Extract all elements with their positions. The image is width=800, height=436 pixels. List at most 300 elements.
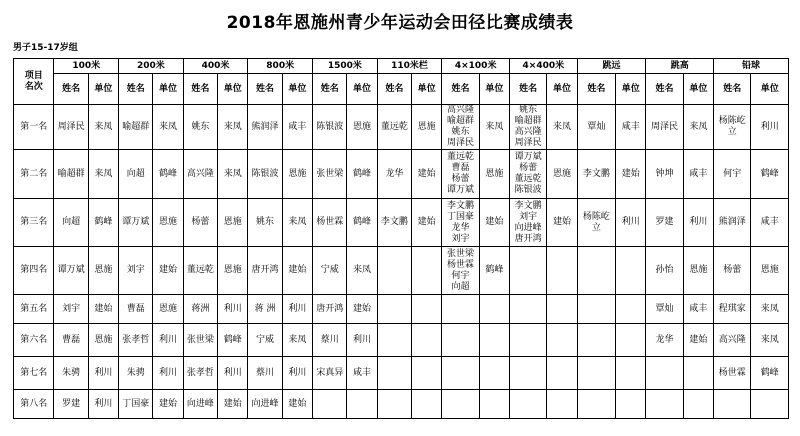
cell-line: 来凤	[94, 168, 113, 179]
cell-line: 龙华	[385, 168, 404, 179]
cell-line: 利川	[288, 303, 307, 314]
unit-cell	[412, 150, 442, 199]
cell-line: 杨蕾	[723, 265, 742, 275]
athlete-name-cell	[313, 247, 347, 295]
unit-cell	[751, 199, 789, 247]
unit-cell	[683, 357, 713, 390]
cell-line: 姚东	[191, 121, 210, 132]
athlete-name-cell	[248, 150, 282, 199]
unit-cell	[547, 247, 577, 295]
unit-cell	[547, 324, 577, 357]
cell-line: 覃灿	[655, 303, 674, 314]
cell-line: 恩施	[689, 265, 708, 275]
athlete-name-cell	[313, 324, 347, 357]
unit-cell	[616, 357, 646, 390]
athlete-name-cell	[119, 150, 153, 199]
name-column-header: 姓名	[377, 74, 411, 105]
cell-line: 覃灿	[587, 121, 606, 132]
unit-cell	[479, 390, 509, 419]
unit-cell	[88, 295, 118, 324]
cell-line: 孙怡	[655, 265, 674, 275]
athlete-name-cell	[510, 199, 547, 247]
athlete-name-cell	[54, 324, 88, 357]
cell-line: 熊润泽	[718, 217, 746, 227]
cell-line: 蒋洲	[191, 303, 210, 314]
rank-cell: 第三名	[14, 199, 54, 247]
unit-column-header: 单位	[479, 74, 509, 105]
athlete-name-cell	[577, 324, 615, 357]
unit-cell	[153, 324, 183, 357]
table-row	[14, 324, 789, 357]
results-table	[13, 58, 789, 419]
athlete-name-cell	[510, 150, 547, 199]
cell-line: 何宇	[451, 270, 470, 281]
unit-cell	[751, 324, 789, 357]
cell-line: 李文鹏	[514, 200, 542, 211]
cell-line: 向超	[126, 168, 145, 179]
athlete-name-cell	[377, 247, 411, 295]
athlete-name-cell	[313, 199, 347, 247]
cell-line: 高兴隆	[447, 105, 475, 115]
cell-line: 何宇	[723, 168, 742, 179]
rank-cell: 第四名	[14, 247, 54, 295]
athlete-name-cell	[54, 357, 88, 390]
unit-column-header: 单位	[547, 74, 577, 105]
cell-line: 建始	[159, 265, 178, 275]
unit-cell	[479, 324, 509, 357]
cell-line: 喻超群	[122, 121, 150, 132]
unit-cell	[153, 150, 183, 199]
event-header: 200米	[119, 59, 184, 74]
athlete-name-cell	[714, 247, 751, 295]
cell-line: 杨世霖	[718, 367, 746, 378]
unit-cell	[218, 390, 248, 419]
cell-line: 杨蕾	[519, 163, 538, 173]
athlete-name-cell	[54, 150, 88, 199]
unit-cell	[479, 150, 509, 199]
unit-cell	[683, 390, 713, 419]
cell-line: 喻超群	[447, 116, 475, 126]
cell-line: 龙华	[655, 334, 674, 345]
cell-line: 建始	[223, 398, 242, 409]
athlete-name-cell	[442, 105, 479, 150]
cell-line: 喻超群	[514, 116, 542, 126]
athlete-name-cell	[54, 247, 88, 295]
cell-line: 恩施	[288, 168, 307, 179]
cell-line: 利川	[159, 334, 178, 345]
athlete-name-cell	[714, 390, 751, 419]
cell-line: 姚东	[451, 127, 470, 137]
cell-line: 陈银波	[251, 168, 279, 179]
athlete-name-cell	[510, 390, 547, 419]
unit-cell	[88, 199, 118, 247]
cell-line: 刘宇	[126, 265, 145, 275]
cell-line: 利川	[760, 121, 779, 132]
cell-line: 建始	[485, 217, 504, 227]
athlete-name-cell	[248, 390, 282, 419]
rank-cell: 第一名	[14, 105, 54, 150]
cell-line: 恩施	[353, 121, 372, 132]
table-row	[14, 295, 789, 324]
event-header: 铅球	[714, 59, 789, 74]
cell-line: 唐开鸿	[514, 233, 542, 244]
athlete-name-cell	[248, 295, 282, 324]
cell-line: 利川	[159, 367, 178, 378]
unit-cell	[751, 390, 789, 419]
cell-line: 唐开鸿	[251, 265, 279, 275]
cell-line: 谭万斌	[57, 265, 85, 275]
unit-cell	[616, 199, 646, 247]
cell-line: 咸丰	[353, 367, 372, 378]
unit-cell	[218, 295, 248, 324]
unit-cell	[218, 105, 248, 150]
unit-cell	[412, 390, 442, 419]
cell-line: 张孝哲	[122, 334, 150, 345]
cell-line: 蒋 洲	[254, 303, 276, 314]
unit-cell	[282, 105, 312, 150]
athlete-name-cell	[442, 199, 479, 247]
cell-line: 高兴隆	[186, 168, 214, 179]
unit-cell	[683, 105, 713, 150]
cell-line: 李文鹏	[447, 200, 475, 211]
cell-line: 建始	[288, 398, 307, 409]
athlete-name-cell	[377, 324, 411, 357]
cell-line: 来凤	[288, 334, 307, 345]
table-row	[14, 105, 789, 150]
unit-cell	[282, 390, 312, 419]
athlete-name-cell	[313, 390, 347, 419]
cell-line: 咸丰	[621, 121, 640, 132]
cell-line: 周泽民	[447, 138, 475, 148]
athlete-name-cell	[442, 295, 479, 324]
athlete-name-cell	[248, 247, 282, 295]
unit-cell	[282, 199, 312, 247]
athlete-name-cell	[183, 357, 217, 390]
event-header: 100米	[54, 59, 119, 74]
cell-line: 谭万斌	[514, 152, 542, 162]
cell-line: 宁威	[320, 265, 339, 275]
cell-line: 熊润泽	[251, 121, 279, 132]
athlete-name-cell	[646, 390, 683, 419]
athlete-name-cell	[577, 295, 615, 324]
unit-cell	[751, 105, 789, 150]
cell-line: 杨陈屹	[582, 211, 610, 222]
name-column-header: 姓名	[183, 74, 217, 105]
corner-top-label: 项目	[24, 70, 43, 81]
unit-cell	[683, 199, 713, 247]
athlete-name-cell	[54, 295, 88, 324]
cell-line: 朱骋	[62, 367, 81, 378]
unit-cell	[683, 247, 713, 295]
unit-cell	[218, 324, 248, 357]
cell-line: 姚东	[256, 217, 275, 227]
unit-cell	[347, 357, 377, 390]
unit-cell	[282, 324, 312, 357]
athlete-name-cell	[377, 357, 411, 390]
cell-line: 来凤	[760, 334, 779, 345]
athlete-name-cell	[313, 105, 347, 150]
cell-line: 来凤	[223, 168, 242, 179]
unit-cell	[88, 105, 118, 150]
athlete-name-cell	[313, 150, 347, 199]
unit-column-header: 单位	[412, 74, 442, 105]
athlete-name-cell	[183, 247, 217, 295]
event-header: 4×100米	[442, 59, 510, 74]
cell-line: 恩施	[760, 265, 779, 275]
cell-line: 龙华	[451, 222, 470, 233]
cell-line: 李文鹏	[380, 217, 408, 227]
subheader-row	[14, 74, 789, 105]
athlete-name-cell	[313, 357, 347, 390]
table-row	[14, 390, 789, 419]
athlete-name-cell	[248, 324, 282, 357]
cell-line: 董远乾	[514, 174, 542, 184]
cell-line: 鹤峰	[94, 217, 113, 227]
cell-line: 来凤	[288, 217, 307, 227]
athlete-name-cell	[377, 199, 411, 247]
cell-line: 恩施	[417, 121, 436, 132]
athlete-name-cell	[577, 105, 615, 150]
cell-line: 鹤峰	[760, 367, 779, 378]
cell-line: 恩施	[553, 168, 572, 179]
unit-cell	[282, 150, 312, 199]
name-column-header: 姓名	[646, 74, 683, 105]
cell-line: 来凤	[223, 121, 242, 132]
unit-cell	[751, 247, 789, 295]
unit-cell	[751, 295, 789, 324]
cell-line: 鹤峰	[223, 334, 242, 345]
athlete-name-cell	[119, 295, 153, 324]
cell-line: 喻超群	[57, 168, 85, 179]
unit-cell	[547, 295, 577, 324]
cell-line: 张世梁	[447, 248, 475, 259]
unit-cell	[616, 105, 646, 150]
cell-line: 恩施	[223, 265, 242, 275]
cell-line: 朱骋	[126, 367, 145, 378]
athlete-name-cell	[442, 324, 479, 357]
name-column-header: 姓名	[510, 74, 547, 105]
event-header: 4×400米	[510, 59, 578, 74]
unit-cell	[616, 324, 646, 357]
athlete-name-cell	[248, 357, 282, 390]
cell-line: 张世梁	[186, 334, 214, 345]
athlete-name-cell	[714, 150, 751, 199]
cell-line: 向进峰	[514, 222, 542, 233]
athlete-name-cell	[510, 295, 547, 324]
athlete-name-cell	[510, 324, 547, 357]
event-header: 400米	[183, 59, 248, 74]
athlete-name-cell	[248, 105, 282, 150]
unit-column-header: 单位	[751, 74, 789, 105]
cell-line: 张孝哲	[186, 367, 214, 378]
event-header: 110米栏	[377, 59, 442, 74]
athlete-name-cell	[577, 150, 615, 199]
athlete-name-cell	[54, 105, 88, 150]
rank-cell: 第八名	[14, 390, 54, 419]
unit-cell	[88, 390, 118, 419]
unit-cell	[282, 295, 312, 324]
cell-line: 陈银波	[316, 121, 344, 132]
unit-cell	[479, 295, 509, 324]
athlete-name-cell	[119, 357, 153, 390]
cell-line: 杨蕾	[451, 174, 470, 184]
cell-line: 咸丰	[689, 168, 708, 179]
group-label: 男子15-17岁组	[13, 43, 78, 53]
rank-cell: 第五名	[14, 295, 54, 324]
unit-column-header: 单位	[153, 74, 183, 105]
athlete-name-cell	[714, 295, 751, 324]
cell-line: 来凤	[159, 121, 178, 132]
cell-line: 恩施	[159, 303, 178, 314]
cell-line: 董远乾	[380, 121, 408, 132]
athlete-name-cell	[183, 199, 217, 247]
page-title: 2018年恩施州青少年运动会田径比赛成绩表	[226, 13, 574, 33]
cell-line: 鹤峰	[353, 217, 372, 227]
cell-line: 张世梁	[316, 168, 344, 179]
cell-line: 建始	[159, 398, 178, 409]
cell-line: 唐开鸿	[316, 303, 344, 314]
athlete-name-cell	[183, 324, 217, 357]
event-header-row	[14, 59, 789, 74]
corner-header	[14, 59, 54, 105]
unit-cell	[282, 247, 312, 295]
name-column-header: 姓名	[248, 74, 282, 105]
name-column-header: 姓名	[442, 74, 479, 105]
athlete-name-cell	[119, 390, 153, 419]
name-column-header: 姓名	[54, 74, 88, 105]
unit-column-header: 单位	[347, 74, 377, 105]
cell-line: 建始	[689, 334, 708, 345]
unit-cell	[218, 357, 248, 390]
unit-cell	[412, 247, 442, 295]
unit-cell	[347, 247, 377, 295]
unit-cell	[479, 105, 509, 150]
unit-cell	[218, 150, 248, 199]
athlete-name-cell	[714, 199, 751, 247]
athlete-name-cell	[714, 324, 751, 357]
table-row	[14, 199, 789, 247]
cell-line: 来凤	[689, 121, 708, 132]
unit-cell	[412, 295, 442, 324]
unit-cell	[347, 324, 377, 357]
cell-line: 咸丰	[288, 121, 307, 132]
cell-line: 鹤峰	[760, 168, 779, 179]
cell-line: 建始	[417, 217, 436, 227]
cell-line: 咸丰	[689, 303, 708, 314]
corner-bottom-label: 名次	[24, 81, 43, 92]
athlete-name-cell	[646, 199, 683, 247]
unit-cell	[88, 357, 118, 390]
cell-line: 曹磊	[451, 163, 470, 173]
cell-line: 咸丰	[760, 217, 779, 227]
cell-line: 曹磊	[62, 334, 81, 345]
name-column-header: 姓名	[577, 74, 615, 105]
unit-column-header: 单位	[616, 74, 646, 105]
cell-line: 鹤峰	[353, 168, 372, 179]
cell-line: 杨陈屹	[718, 116, 746, 126]
unit-cell	[616, 150, 646, 199]
unit-cell	[547, 199, 577, 247]
unit-cell	[412, 357, 442, 390]
athlete-name-cell	[510, 247, 547, 295]
unit-cell	[683, 324, 713, 357]
cell-line: 高兴隆	[718, 334, 746, 345]
cell-line: 曹磊	[126, 303, 145, 314]
athlete-name-cell	[119, 324, 153, 357]
athlete-name-cell	[577, 390, 615, 419]
cell-line: 董远乾	[447, 152, 475, 162]
athlete-name-cell	[714, 357, 751, 390]
cell-line: 利川	[94, 367, 113, 378]
unit-cell	[479, 199, 509, 247]
unit-column-header: 单位	[683, 74, 713, 105]
cell-line: 来凤	[94, 121, 113, 132]
unit-cell	[751, 150, 789, 199]
unit-cell	[88, 247, 118, 295]
cell-line: 利川	[621, 217, 640, 227]
cell-line: 向超	[62, 217, 81, 227]
athlete-name-cell	[377, 150, 411, 199]
athlete-name-cell	[510, 105, 547, 150]
unit-cell	[153, 247, 183, 295]
athlete-name-cell	[510, 357, 547, 390]
cell-line: 建始	[353, 303, 372, 314]
unit-cell	[547, 390, 577, 419]
table-row	[14, 150, 789, 199]
athlete-name-cell	[646, 105, 683, 150]
unit-cell	[479, 247, 509, 295]
athlete-name-cell	[183, 390, 217, 419]
cell-line: 立	[591, 222, 601, 233]
unit-column-header: 单位	[218, 74, 248, 105]
unit-cell	[412, 199, 442, 247]
event-header: 1500米	[313, 59, 378, 74]
unit-cell	[616, 295, 646, 324]
name-column-header: 姓名	[119, 74, 153, 105]
athlete-name-cell	[442, 247, 479, 295]
athlete-name-cell	[119, 199, 153, 247]
athlete-name-cell	[54, 199, 88, 247]
cell-line: 来凤	[353, 265, 372, 275]
athlete-name-cell	[577, 199, 615, 247]
cell-line: 蔡川	[320, 334, 339, 345]
cell-line: 来凤	[760, 303, 779, 314]
rank-cell: 第六名	[14, 324, 54, 357]
cell-line: 建始	[417, 168, 436, 179]
athlete-name-cell	[577, 357, 615, 390]
athlete-name-cell	[119, 105, 153, 150]
unit-cell	[218, 199, 248, 247]
rank-cell: 第二名	[14, 150, 54, 199]
table-row	[14, 357, 789, 390]
event-header: 800米	[248, 59, 313, 74]
unit-column-header: 单位	[88, 74, 118, 105]
cell-line: 恩施	[485, 168, 504, 179]
unit-cell	[547, 150, 577, 199]
cell-line: 鹤峰	[159, 168, 178, 179]
cell-line: 建始	[553, 217, 572, 227]
cell-line: 向超	[451, 281, 470, 292]
cell-line: 周泽民	[651, 121, 679, 132]
athlete-name-cell	[313, 295, 347, 324]
cell-line: 鹤峰	[485, 265, 504, 275]
unit-cell	[153, 390, 183, 419]
athlete-name-cell	[646, 247, 683, 295]
cell-line: 来凤	[485, 121, 504, 132]
cell-line: 利川	[94, 398, 113, 409]
unit-cell	[153, 295, 183, 324]
cell-line: 刘宇	[519, 211, 538, 222]
